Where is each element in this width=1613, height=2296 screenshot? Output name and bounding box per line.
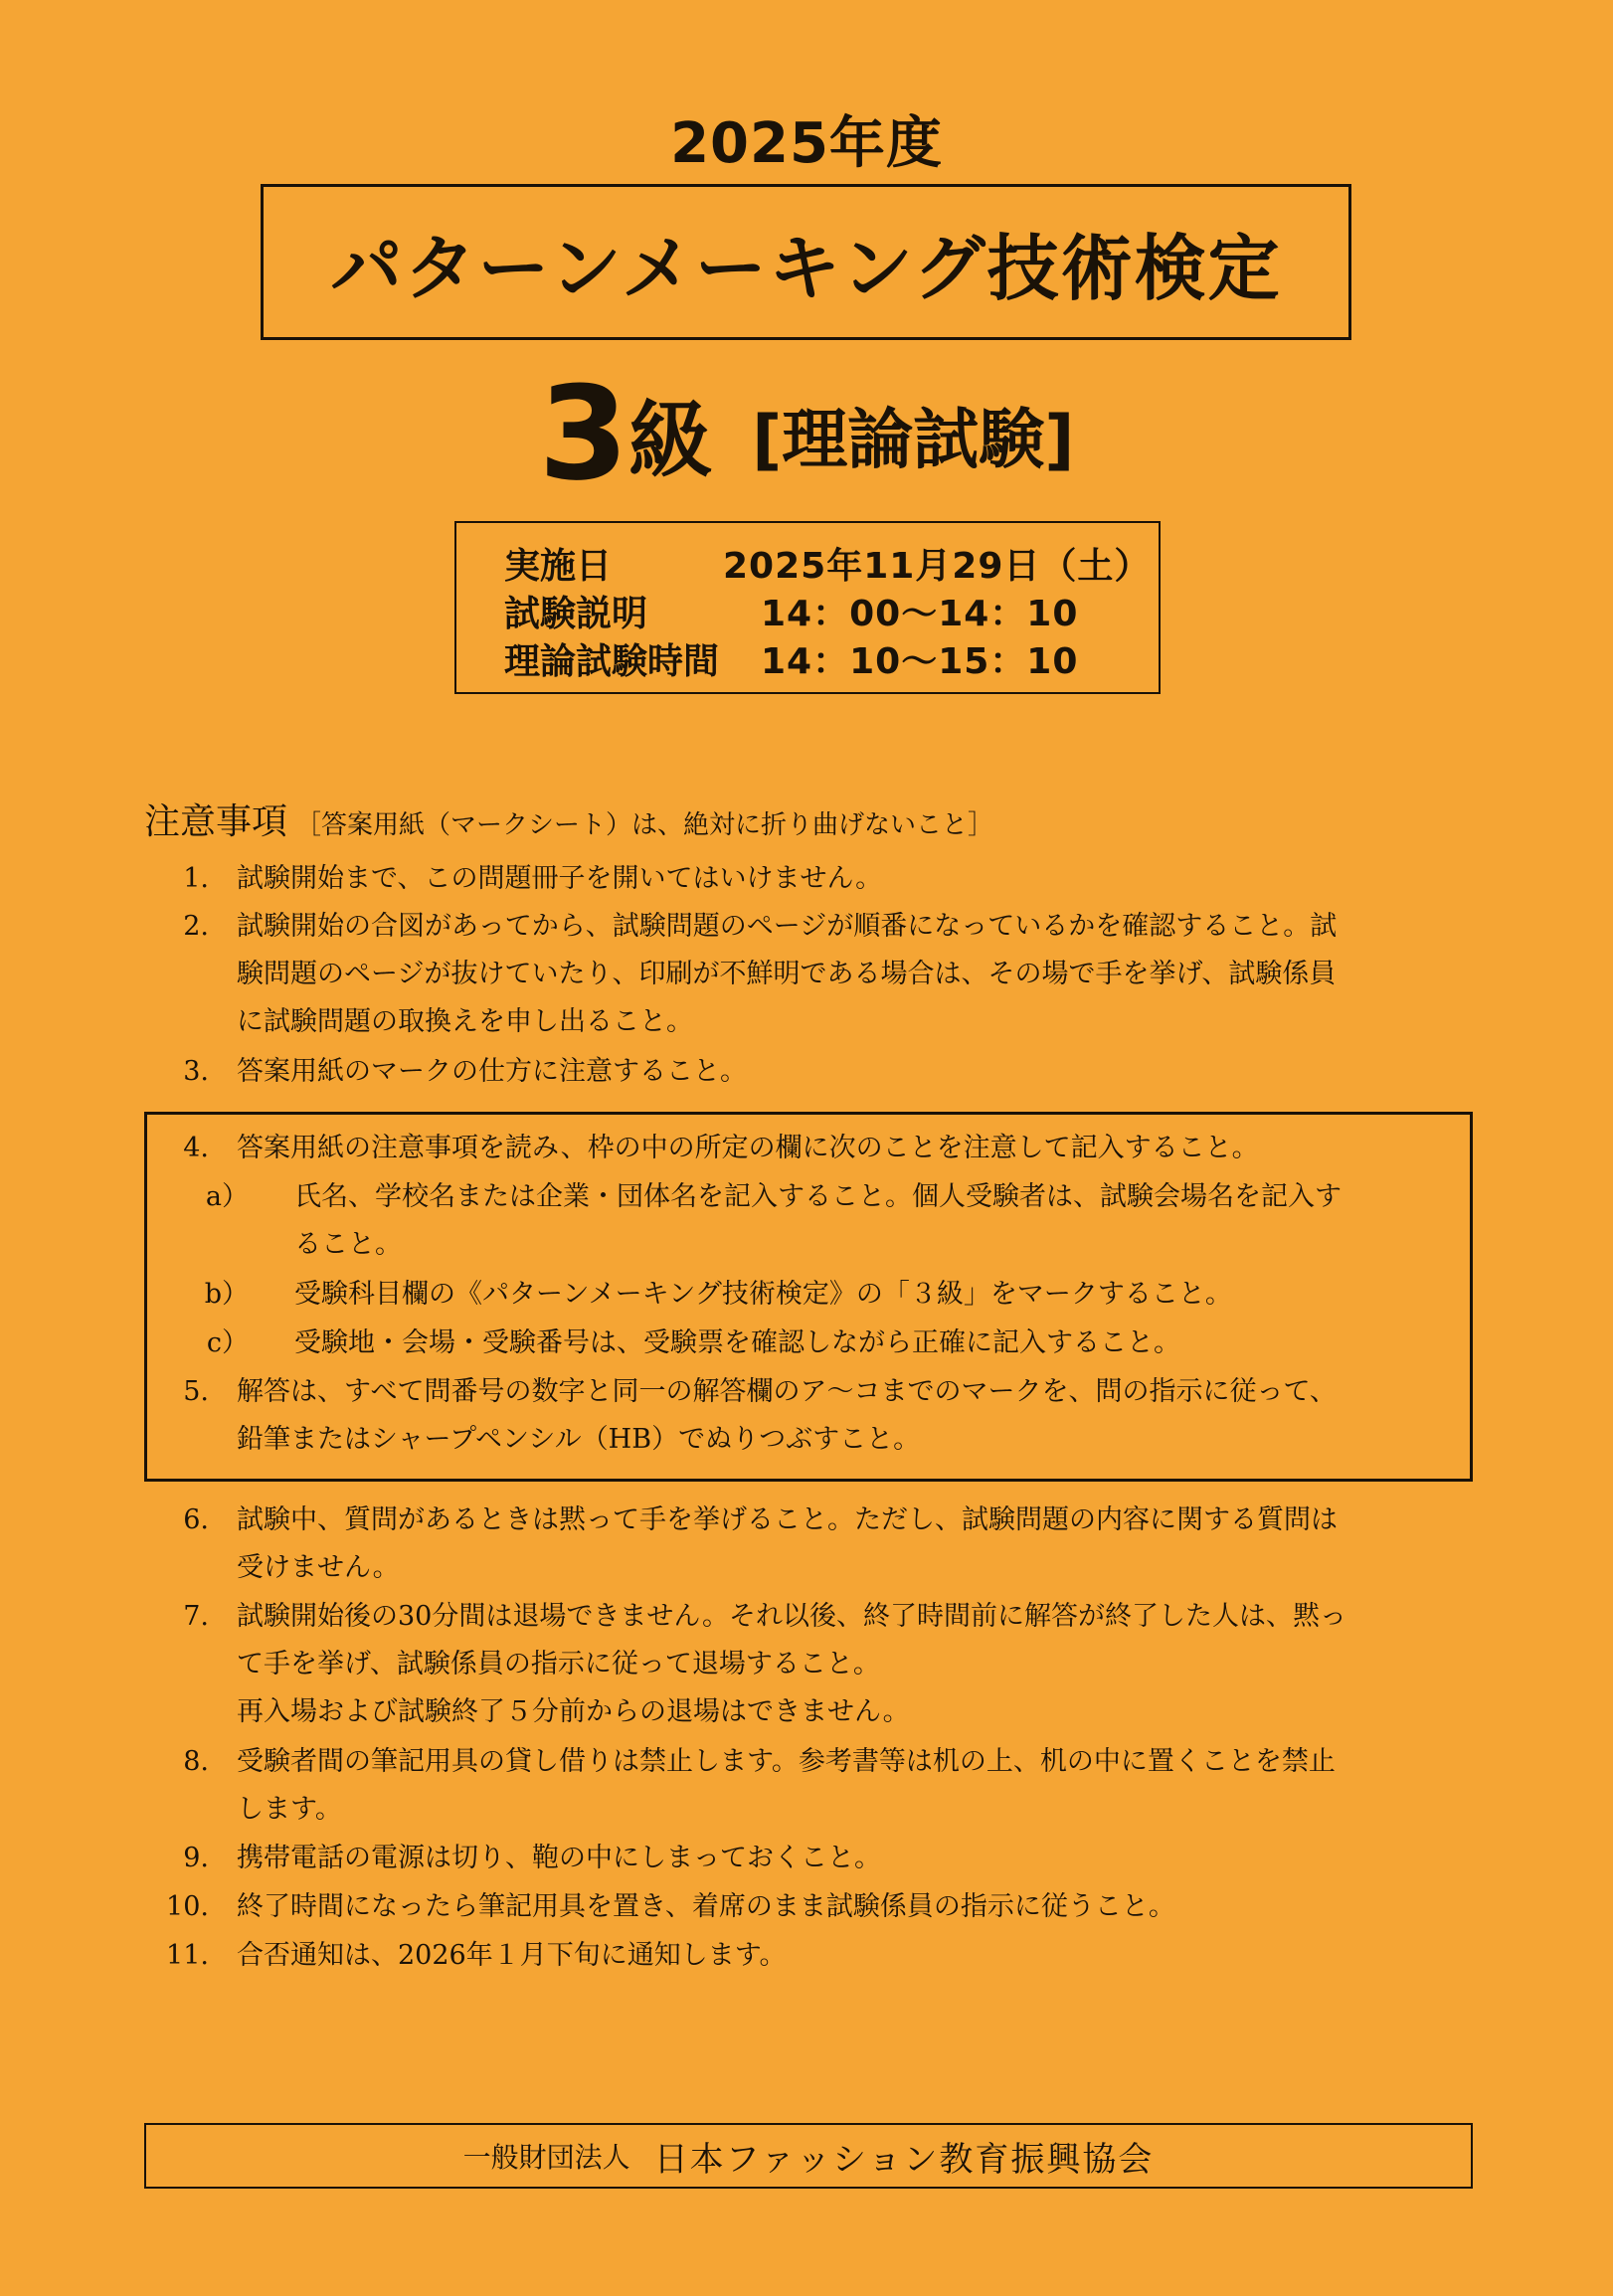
organization-box — [144, 2123, 1473, 2189]
exam-year: 2025年度 — [670, 111, 943, 176]
note-number: 3. — [183, 1056, 209, 1087]
exam-title-box — [261, 184, 1351, 340]
schedule-value: 14：00～14：10 — [761, 593, 1079, 634]
note-text: 受験地・会場・受験番号は、受験票を確認しながら正確に記入すること。 — [294, 1327, 1180, 1358]
note-text: 受験科目欄の《パターンメーキング技術検定》の「３級」をマークすること。 — [294, 1279, 1232, 1310]
note-text: します。 — [237, 1794, 342, 1825]
note-number: a） — [205, 1181, 249, 1212]
note-text: 受けません。 — [237, 1552, 400, 1583]
note-text: に試験問題の取換えを申し出ること。 — [237, 1006, 693, 1037]
organization-type: 一般財団法人 — [462, 2141, 630, 2174]
note-number: 5. — [183, 1376, 209, 1407]
note-number: b） — [204, 1279, 249, 1310]
note-text: 携帯電話の電源は切り、鞄の中にしまっておくこと。 — [237, 1843, 881, 1873]
exam-title: パターンメーキング技術検定 — [330, 226, 1282, 310]
grade-subtitle: [理論試験] — [752, 401, 1075, 478]
schedule-row — [504, 587, 1159, 634]
schedule-label: 試験説明 — [504, 593, 648, 634]
notes-title: 注意事項 — [144, 801, 288, 842]
schedule-row — [504, 634, 1159, 682]
grade-number: 3 — [538, 358, 629, 509]
note-number: 4. — [183, 1133, 209, 1163]
note-text: 終了時間になったら筆記用具を置き、着席のまま試験係員の指示に従うこと。 — [237, 1891, 1175, 1922]
note-text: 解答は、すべて問番号の数字と同一の解答欄のア～コまでのマークを、問の指示に従って、 — [237, 1376, 1337, 1407]
note-text: 受験者間の筆記用具の貸し借りは禁止します。参考書等は机の上、机の中に置くことを禁止 — [237, 1746, 1336, 1777]
note-text: 合否通知は、2026年１月下旬に通知します。 — [237, 1940, 787, 1971]
schedule-label: 実施日 — [504, 545, 613, 587]
note-text: て手を挙げ、試験係員の指示に従って退場すること。 — [237, 1649, 880, 1679]
note-number: 11. — [166, 1940, 209, 1971]
schedule-label: 理論試験時間 — [504, 640, 720, 682]
note-text: 試験中、質問があるときは黙って手を挙げること。ただし、試験問題の内容に関する質問は — [237, 1504, 1338, 1535]
note-text: 試験開始の合図があってから、試験問題のページが順番になっているかを確認すること。試 — [237, 911, 1338, 942]
note-number: 9. — [183, 1843, 209, 1873]
note-text: 答案用紙のマークの仕方に注意すること。 — [237, 1056, 747, 1087]
note-text: 試験開始まで、この問題冊子を開いてはいけません。 — [237, 863, 883, 894]
note-number: 6. — [183, 1504, 209, 1535]
note-text: ること。 — [294, 1229, 402, 1260]
organization-name: 日本ファッション教育振興協会 — [653, 2139, 1155, 2180]
note-number: c） — [206, 1327, 249, 1358]
note-text: 鉛筆またはシャープペンシル（HB）でぬりつぶすこと。 — [237, 1424, 921, 1455]
grade-unit: 級 — [628, 391, 713, 489]
note-number: 10. — [166, 1891, 209, 1922]
note-number: 2. — [183, 911, 209, 942]
schedule-value: 14：10～15：10 — [761, 640, 1079, 682]
note-text: 再入場および試験終了５分前からの退場はできません。 — [237, 1696, 910, 1727]
schedule-box — [454, 521, 1161, 694]
notes-heading — [144, 794, 993, 844]
notes-subtitle: ［答案用紙（マークシート）は、絶対に折り曲げないこと］ — [295, 810, 994, 840]
note-text: 答案用紙の注意事項を読み、枠の中の所定の欄に次のことを注意して記入すること。 — [237, 1133, 1259, 1163]
note-text: 氏名、学校名または企業・団体名を記入すること。個人受験者は、試験会場名を記入す — [294, 1181, 1342, 1212]
note-text: 験問題のページが抜けていたり、印刷が不鮮明である場合は、その場で手を挙げ、試験係員 — [237, 959, 1337, 989]
schedule-value: 2025年11月29日（土） — [723, 545, 1152, 587]
grade-heading — [0, 358, 1613, 509]
note-number: 1. — [183, 863, 209, 894]
note-number: 8. — [183, 1746, 209, 1777]
note-text: 試験開始後の30分間は退場できません。それ以後、終了時間前に解答が終了した人は、黙っ — [237, 1601, 1346, 1632]
note-number: 7. — [183, 1601, 209, 1632]
schedule-row — [504, 539, 1159, 587]
